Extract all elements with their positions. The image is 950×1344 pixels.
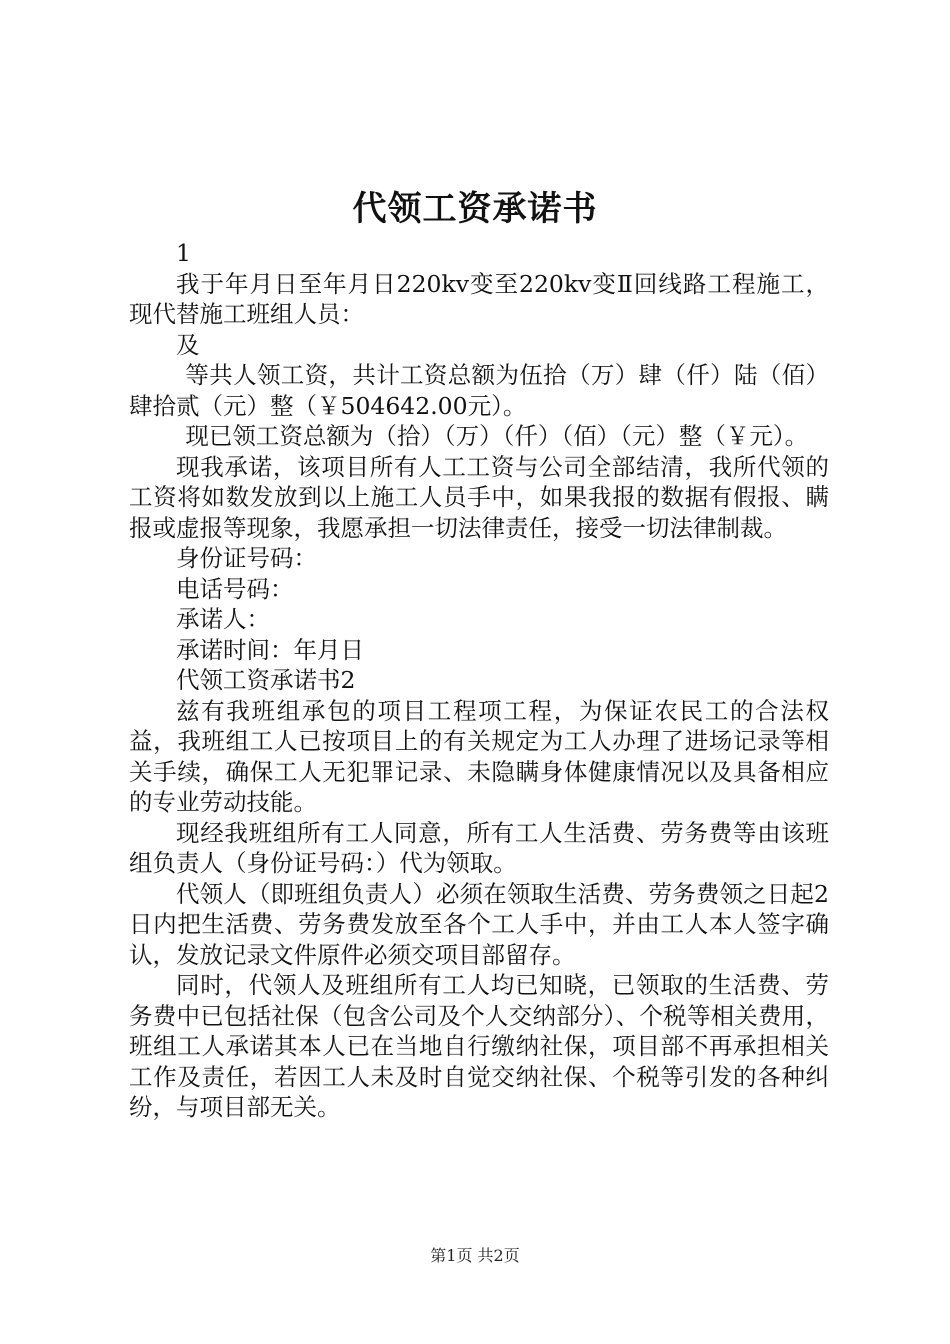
paragraph-worker-consent: 现经我班组所有工人同意，所有工人生活费、劳务费等由该班组负责人（身份证号码：）代为领取。 — [129, 818, 829, 877]
paragraph-distribution-rule: 代领人（即班组负责人）必须在领取生活费、劳务费领之日起2日内把生活费、劳务费发放至各个工人手中，并由工人本人签字确认，发放记录文件原件必须交项目部留存。 — [129, 879, 829, 969]
paragraph-commitment: 现我承诺，该项目所有人工工资与公司全部结清，我所代领的工资将如数发放到以上施工人员手中，如果我报的数据有假报、瞒报或虚报等现象，我愿承担一切法律责任，接受一切法律制裁。 — [129, 452, 829, 542]
paragraph-social-security: 同时，代领人及班组所有工人均已知晓，已领取的生活费、劳务费中已包括社保（包含公司及个人交纳部分）、个税等相关费用，班组工人承诺其本人已在当地自行缴纳社保，项目部不再承担相关工作及责任，若因工人未及时自觉交纳社保、个税等引发的各种纠纷，与项目部无关。 — [129, 971, 829, 1121]
page-footer: 第1页 共2页 — [430, 1246, 520, 1265]
section-heading-2: 代领工资承诺书2 — [176, 666, 356, 694]
document-body — [129, 238, 829, 1123]
paragraph-and: 及 — [176, 330, 200, 359]
id-number-field: 身份证号码： — [176, 544, 317, 572]
paragraph-received-wages: 现已领工资总额为（拾）（万）（仟）（佰）（元）整（￥元）。 — [185, 422, 809, 450]
paragraph-number: 1 — [176, 239, 191, 267]
commitment-date-field: 承诺时间：年月日 — [176, 635, 364, 664]
paragraph-intro: 我于年月日至年月日220kv变至220kv变Ⅱ回线路工程施工，现代替施工班组人员： — [129, 269, 829, 328]
document-title: 代领工资承诺书 — [352, 189, 598, 229]
phone-number-field: 电话号码： — [176, 574, 294, 603]
promisor-field: 承诺人： — [176, 605, 270, 633]
paragraph-total-wages: 等共人领工资，共计工资总额为伍拾（万）肆（仟）陆（佰）肆拾贰（元）整（￥504642.00元）。 — [129, 361, 829, 420]
paragraph-team-statement: 兹有我班组承包的项目工程项工程，为保证农民工的合法权益，我班组工人已按项目上的有关规定为工人办理了进场记录等相关手续，确保工人无犯罪记录、未隐瞒身体健康情况以及具备相应的专业劳动技能。 — [129, 696, 829, 816]
